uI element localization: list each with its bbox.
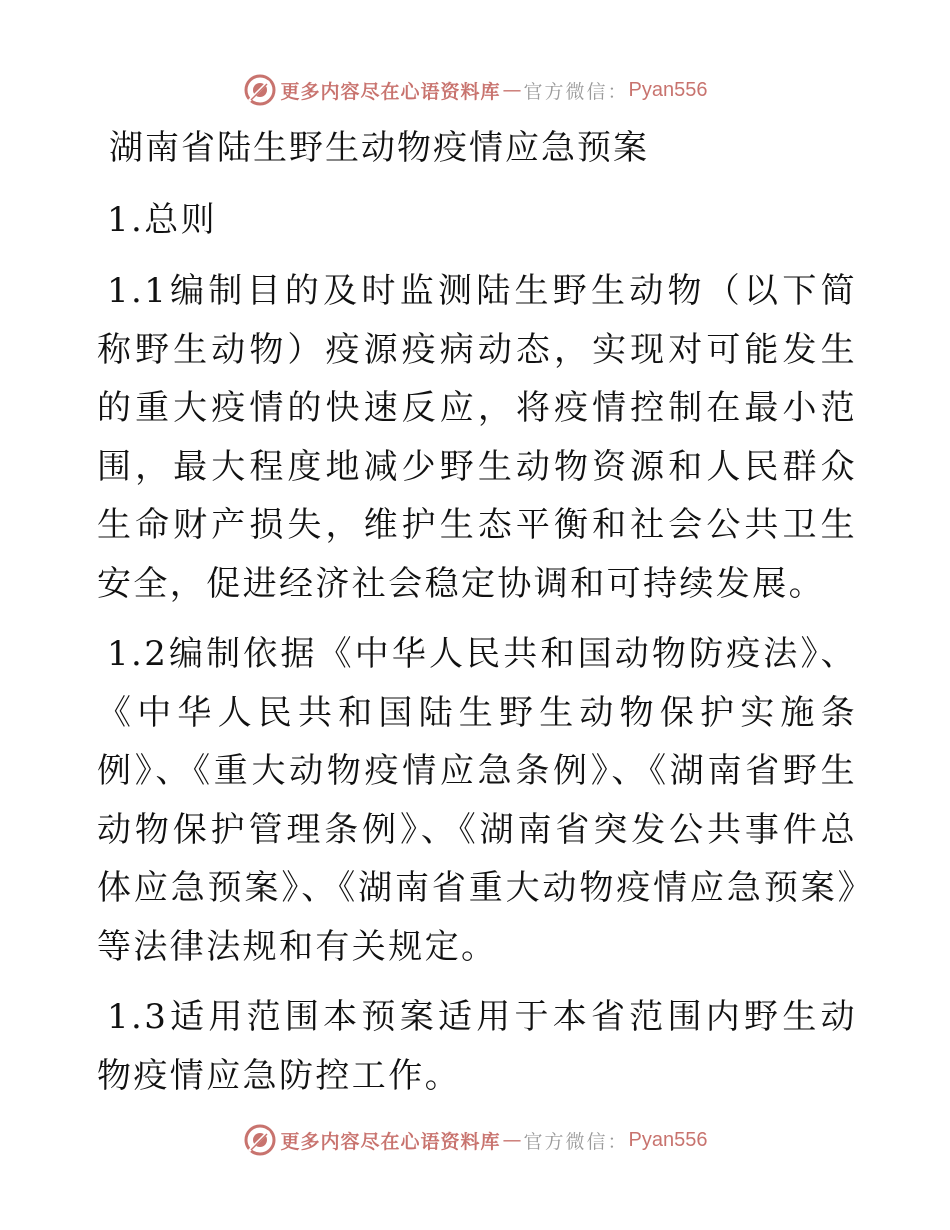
paragraph-1-2: 1.2编制依据《中华人民共和国动物防疫法》、《中华人民共和国陆生野生动物保护实施条例》、《重大动物疫情应急条例》、《湖南省野生动物保护管理条例》、《湖南省突发公共事件总体应急预案》、《湖南省重大动物疫情应急预案》等法律法规和有关规定。 [97, 634, 857, 967]
watermark-label: 官方微信： [523, 1130, 629, 1153]
logo-icon [243, 1123, 277, 1157]
section-heading: 1.总则 [107, 200, 218, 240]
watermark-id: Pyan556 [628, 1128, 708, 1151]
watermark-separator: — [502, 1129, 522, 1151]
watermark-label: 官方微信： [523, 80, 629, 103]
watermark-id: Pyan556 [628, 78, 708, 101]
watermark-text: 更多内容尽在心语资料库 [280, 80, 501, 103]
logo-icon [243, 73, 277, 107]
watermark-separator: — [502, 79, 522, 101]
document-title: 湖南省陆生野生动物疫情应急预案 [109, 128, 649, 168]
watermark-text: 更多内容尽在心语资料库 [280, 1130, 501, 1153]
header-watermark [0, 70, 950, 110]
paragraph-1-1: 1.1编制目的及时监测陆生野生动物（以下简称野生动物）疫源疫病动态，实现对可能发生的重大疫情的快速反应，将疫情控制在最小范围，最大程度地减少野生动物资源和人民群众生命财产损失，维护生态平衡和社会公共卫生安全，促进经济社会稳定协调和可持续发展。 [97, 271, 857, 604]
document-body [97, 118, 857, 1105]
footer-watermark [0, 1120, 950, 1160]
paragraph-1-3: 1.3适用范围本预案适用于本省范围内野生动物疫情应急防控工作。 [97, 997, 857, 1096]
